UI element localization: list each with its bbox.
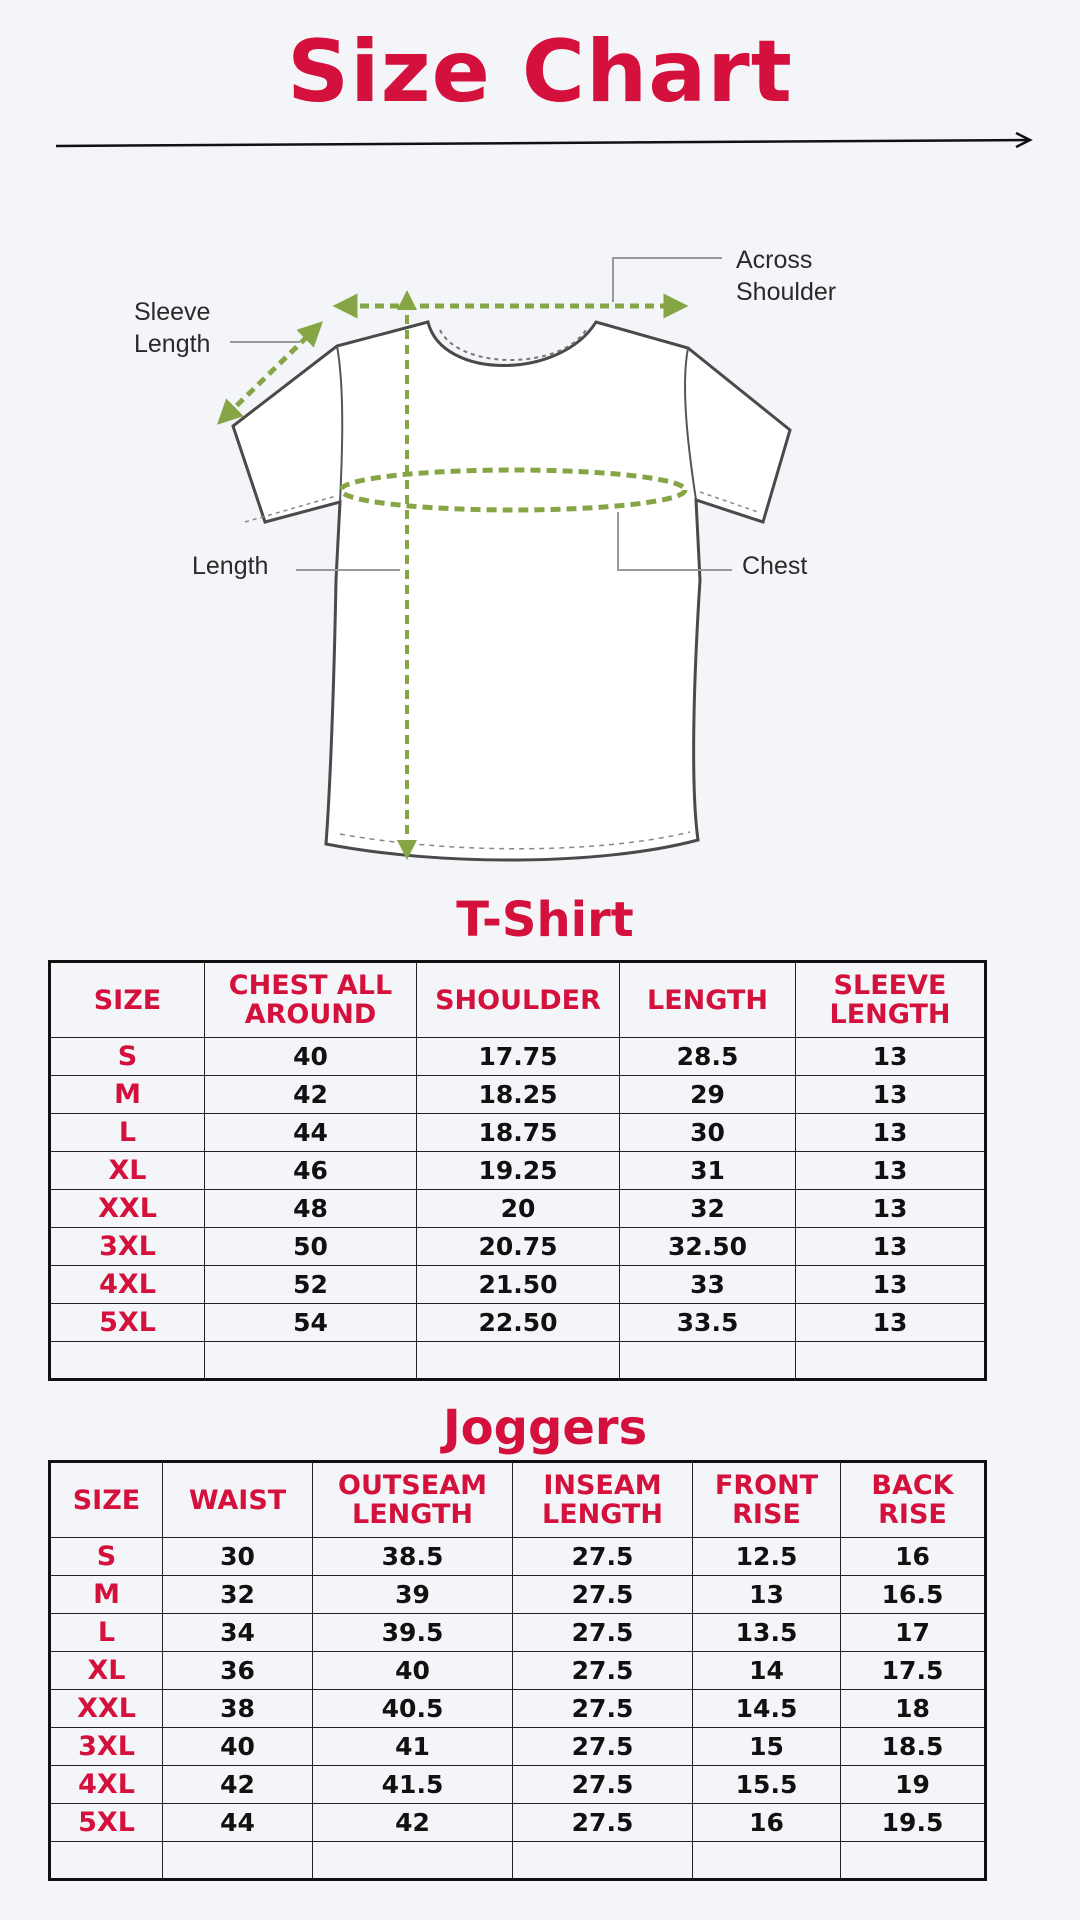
measurement-cell: 13 bbox=[796, 1038, 986, 1076]
measurement-cell: 17 bbox=[841, 1614, 986, 1652]
table-row bbox=[50, 1114, 986, 1152]
measurement-cell: 13 bbox=[796, 1114, 986, 1152]
measurement-cell: 27.5 bbox=[513, 1652, 693, 1690]
joggers-header-3: INSEAM LENGTH bbox=[513, 1462, 693, 1538]
measurement-cell: 33.5 bbox=[620, 1304, 796, 1342]
measurement-cell bbox=[841, 1842, 986, 1880]
measurement-cell: 27.5 bbox=[513, 1728, 693, 1766]
measurement-cell: 40 bbox=[313, 1652, 513, 1690]
divider-arrow bbox=[56, 132, 1036, 152]
size-cell: 3XL bbox=[50, 1728, 163, 1766]
joggers-header-5: BACK RISE bbox=[841, 1462, 986, 1538]
joggers-size-table bbox=[48, 1460, 987, 1881]
measurement-cell: 39 bbox=[313, 1576, 513, 1614]
joggers-header-2: OUTSEAM LENGTH bbox=[313, 1462, 513, 1538]
size-cell: L bbox=[50, 1614, 163, 1652]
size-cell: 5XL bbox=[50, 1304, 205, 1342]
measurement-cell: 22.50 bbox=[417, 1304, 620, 1342]
size-cell: 3XL bbox=[50, 1228, 205, 1266]
measurement-cell: 40 bbox=[163, 1728, 313, 1766]
measurement-cell: 13.5 bbox=[693, 1614, 841, 1652]
measurement-cell: 27.5 bbox=[513, 1538, 693, 1576]
size-cell: 4XL bbox=[50, 1766, 163, 1804]
measurement-cell bbox=[513, 1842, 693, 1880]
tshirt-header-0: SIZE bbox=[50, 962, 205, 1038]
table-row bbox=[50, 1804, 986, 1842]
page-title: Size Chart bbox=[287, 22, 793, 122]
tshirt-header-4: SLEEVE LENGTH bbox=[796, 962, 986, 1038]
label-sleeve-length: Sleeve Length bbox=[134, 298, 211, 358]
measurement-cell bbox=[693, 1842, 841, 1880]
measurement-cell: 32.50 bbox=[620, 1228, 796, 1266]
tshirt-header-2: SHOULDER bbox=[417, 962, 620, 1038]
measurement-cell: 27.5 bbox=[513, 1614, 693, 1652]
table-row bbox=[50, 1538, 986, 1576]
table-row bbox=[50, 1842, 986, 1880]
tshirt-header-3: LENGTH bbox=[620, 962, 796, 1038]
measurement-cell: 36 bbox=[163, 1652, 313, 1690]
measurement-cell: 52 bbox=[205, 1266, 417, 1304]
measurement-cell: 16 bbox=[693, 1804, 841, 1842]
label-chest: Chest bbox=[742, 552, 808, 580]
joggers-header-4: FRONT RISE bbox=[693, 1462, 841, 1538]
measurement-cell bbox=[205, 1342, 417, 1380]
table-row bbox=[50, 1076, 986, 1114]
size-cell: S bbox=[50, 1538, 163, 1576]
size-cell: L bbox=[50, 1114, 205, 1152]
size-cell: M bbox=[50, 1076, 205, 1114]
table-row bbox=[50, 1190, 986, 1228]
size-cell: XXL bbox=[50, 1190, 205, 1228]
measurement-cell: 39.5 bbox=[313, 1614, 513, 1652]
measurement-cell: 12.5 bbox=[693, 1538, 841, 1576]
measurement-cell: 42 bbox=[205, 1076, 417, 1114]
measurement-cell: 21.50 bbox=[417, 1266, 620, 1304]
measurement-cell: 27.5 bbox=[513, 1576, 693, 1614]
measurement-cell: 54 bbox=[205, 1304, 417, 1342]
measurement-cell: 20 bbox=[417, 1190, 620, 1228]
table-row bbox=[50, 1304, 986, 1342]
measurement-cell: 13 bbox=[796, 1190, 986, 1228]
measurement-cell: 27.5 bbox=[513, 1804, 693, 1842]
measurement-cell: 16 bbox=[841, 1538, 986, 1576]
measurement-cell: 19.5 bbox=[841, 1804, 986, 1842]
table-row bbox=[50, 1614, 986, 1652]
measurement-cell: 18.25 bbox=[417, 1076, 620, 1114]
tshirt-size-table bbox=[48, 960, 987, 1381]
joggers-section-title: Joggers bbox=[442, 1400, 648, 1456]
size-cell bbox=[50, 1842, 163, 1880]
measurement-cell: 42 bbox=[163, 1766, 313, 1804]
measurement-cell: 13 bbox=[796, 1304, 986, 1342]
table-row bbox=[50, 1766, 986, 1804]
label-length: Length bbox=[192, 552, 269, 580]
measurement-cell: 40 bbox=[205, 1038, 417, 1076]
measurement-cell: 18.5 bbox=[841, 1728, 986, 1766]
measurement-cell: 17.75 bbox=[417, 1038, 620, 1076]
table-row bbox=[50, 1728, 986, 1766]
measurement-cell: 40.5 bbox=[313, 1690, 513, 1728]
measurement-cell: 41 bbox=[313, 1728, 513, 1766]
measurement-cell: 33 bbox=[620, 1266, 796, 1304]
table-row bbox=[50, 1152, 986, 1190]
measurement-cell bbox=[796, 1342, 986, 1380]
size-cell: XL bbox=[50, 1652, 163, 1690]
size-cell: XXL bbox=[50, 1690, 163, 1728]
tshirt-header-1: CHEST ALL AROUND bbox=[205, 962, 417, 1038]
measurement-cell: 15 bbox=[693, 1728, 841, 1766]
measurement-cell: 32 bbox=[620, 1190, 796, 1228]
measurement-cell: 16.5 bbox=[841, 1576, 986, 1614]
measurement-cell bbox=[417, 1342, 620, 1380]
measurement-cell: 17.5 bbox=[841, 1652, 986, 1690]
table-row bbox=[50, 1342, 986, 1380]
measurement-cell: 28.5 bbox=[620, 1038, 796, 1076]
measurement-cell: 18 bbox=[841, 1690, 986, 1728]
measurement-cell: 38.5 bbox=[313, 1538, 513, 1576]
table-row bbox=[50, 1690, 986, 1728]
measurement-cell: 14 bbox=[693, 1652, 841, 1690]
measurement-cell: 14.5 bbox=[693, 1690, 841, 1728]
measurement-cell: 31 bbox=[620, 1152, 796, 1190]
measurement-cell bbox=[313, 1842, 513, 1880]
measurement-cell: 13 bbox=[796, 1228, 986, 1266]
measurement-cell: 48 bbox=[205, 1190, 417, 1228]
measurement-cell: 13 bbox=[693, 1576, 841, 1614]
tshirt-measurement-diagram bbox=[0, 230, 1080, 874]
table-row bbox=[50, 1038, 986, 1076]
measurement-cell: 30 bbox=[163, 1538, 313, 1576]
measurement-cell: 50 bbox=[205, 1228, 417, 1266]
size-cell: XL bbox=[50, 1152, 205, 1190]
measurement-cell: 13 bbox=[796, 1152, 986, 1190]
measurement-cell: 32 bbox=[163, 1576, 313, 1614]
size-cell bbox=[50, 1342, 205, 1380]
table-row bbox=[50, 1228, 986, 1266]
measurement-cell: 19.25 bbox=[417, 1152, 620, 1190]
measurement-cell: 18.75 bbox=[417, 1114, 620, 1152]
table-row bbox=[50, 1266, 986, 1304]
measurement-cell: 41.5 bbox=[313, 1766, 513, 1804]
measurement-cell: 20.75 bbox=[417, 1228, 620, 1266]
measurement-cell: 15.5 bbox=[693, 1766, 841, 1804]
measurement-cell: 13 bbox=[796, 1076, 986, 1114]
joggers-header-0: SIZE bbox=[50, 1462, 163, 1538]
measurement-cell: 29 bbox=[620, 1076, 796, 1114]
measurement-cell: 34 bbox=[163, 1614, 313, 1652]
size-cell: 4XL bbox=[50, 1266, 205, 1304]
measurement-cell: 30 bbox=[620, 1114, 796, 1152]
measurement-cell bbox=[620, 1342, 796, 1380]
table-row bbox=[50, 1652, 986, 1690]
joggers-header-1: WAIST bbox=[163, 1462, 313, 1538]
label-across-shoulder: Across Shoulder bbox=[736, 246, 837, 306]
measurement-cell: 42 bbox=[313, 1804, 513, 1842]
measurement-cell: 46 bbox=[205, 1152, 417, 1190]
measurement-cell bbox=[163, 1842, 313, 1880]
size-cell: 5XL bbox=[50, 1804, 163, 1842]
measurement-cell: 13 bbox=[796, 1266, 986, 1304]
size-cell: M bbox=[50, 1576, 163, 1614]
measurement-cell: 44 bbox=[163, 1804, 313, 1842]
measurement-cell: 44 bbox=[205, 1114, 417, 1152]
measurement-cell: 27.5 bbox=[513, 1690, 693, 1728]
measurement-cell: 19 bbox=[841, 1766, 986, 1804]
size-cell: S bbox=[50, 1038, 205, 1076]
measurement-cell: 38 bbox=[163, 1690, 313, 1728]
measurement-cell: 27.5 bbox=[513, 1766, 693, 1804]
table-row bbox=[50, 1576, 986, 1614]
tshirt-section-title: T-Shirt bbox=[456, 892, 634, 948]
